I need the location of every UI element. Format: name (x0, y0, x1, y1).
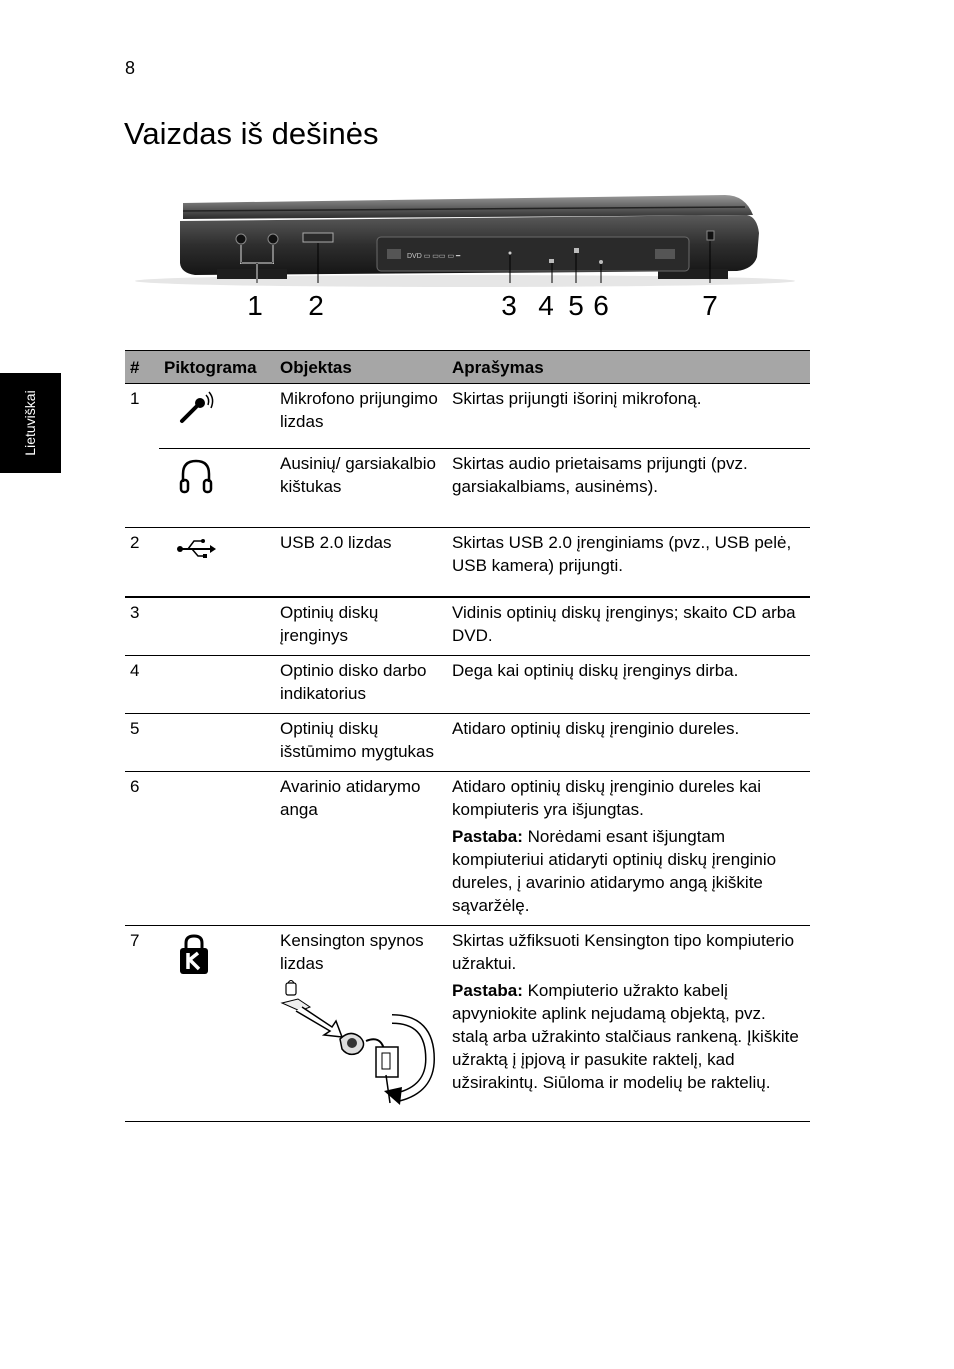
table-row (125, 384, 810, 449)
note (452, 979, 805, 1094)
row-number: 6 (125, 771, 159, 925)
kensington-lock-illustration (280, 979, 440, 1107)
description-text: Atidaro optinių diskų įrenginio dureles kai kompiuteris yra išjungtas. (452, 776, 762, 819)
row-description (447, 925, 810, 1121)
row-description (447, 771, 810, 925)
row-number: 2 (125, 528, 159, 597)
page-title: Vaizdas iš dešinės (124, 116, 379, 151)
row-icon (159, 655, 275, 713)
row-object: Optinių diskų įrenginys (275, 597, 447, 656)
table-row (125, 655, 810, 713)
header-description: Aprašymas (447, 351, 810, 384)
row-number: 3 (125, 597, 159, 656)
note-text: Norėdami esant išjungtam kompiuteriui atidaryti optinių diskų įrenginio dureles, į avarinio atidarymo angą įkiškite sąvaržėlę. (452, 826, 777, 915)
callout-4: 4 (538, 290, 554, 321)
note-label: Pastaba: (452, 980, 523, 1000)
page-number: 8 (125, 58, 136, 78)
row-icon (159, 713, 275, 771)
kensington-lock-icon (176, 933, 212, 977)
row-description: Atidaro optinių diskų įrenginio dureles. (447, 713, 810, 771)
row-description: Skirtas audio prietaisams prijungti (pvz. garsiakalbiams, ausinėms). (447, 449, 810, 528)
callout-7: 7 (702, 290, 718, 321)
header-number: # (125, 351, 159, 384)
description-text: Skirtas užfiksuoti Kensington tipo kompiuterio užraktui. (452, 930, 795, 973)
row-description: Dega kai optinių diskų įrenginys dirba. (447, 655, 810, 713)
row-number: 7 (125, 925, 159, 1121)
row-icon (159, 384, 275, 449)
row-icon (159, 771, 275, 925)
callout-1: 1 (247, 290, 263, 321)
row-description: Vidinis optinių diskų įrenginys; skaito CD arba DVD. (447, 597, 810, 656)
table-row (125, 528, 810, 597)
row-number: 5 (125, 713, 159, 771)
header-icon: Piktograma (159, 351, 275, 384)
headphones-icon (176, 456, 216, 496)
table-row (125, 597, 810, 656)
note-label: Pastaba: (452, 826, 523, 846)
row-object: USB 2.0 lizdas (275, 528, 447, 597)
microphone-icon (176, 391, 216, 427)
callout-3: 3 (501, 290, 517, 321)
row-object: Mikrofono prijungimo lizdas (275, 384, 447, 449)
row-object: Ausinių/ garsiakalbio kištukas (275, 449, 447, 528)
usb-icon (176, 535, 216, 561)
table-row (125, 449, 810, 528)
svg-text:DVD ▭ ▭▭ ▭ ━: DVD ▭ ▭▭ ▭ ━ (407, 253, 461, 260)
table-row (125, 925, 810, 1121)
table-row (125, 713, 810, 771)
callout-2: 2 (308, 290, 324, 321)
row-icon (159, 925, 275, 1121)
row-number: 1 (130, 389, 140, 408)
note (452, 825, 805, 917)
callout-5: 5 (568, 290, 584, 321)
ports-table (125, 350, 810, 1122)
row-icon (159, 597, 275, 656)
table-header-row (125, 351, 810, 384)
row-number: 4 (125, 655, 159, 713)
language-side-tab (0, 373, 61, 473)
row-icon (159, 528, 275, 597)
row-object: Optinių diskų išstūmimo mygtukas (275, 713, 447, 771)
row-object: Avarinio atidarymo anga (275, 771, 447, 925)
row-icon (159, 449, 275, 528)
row-number (125, 449, 159, 528)
callout-6: 6 (593, 290, 609, 321)
row-description: Skirtas USB 2.0 įrenginiams (pvz., USB pelė, USB kamera) prijungti. (447, 528, 810, 597)
header-object: Objektas (275, 351, 447, 384)
laptop-right-side-illustration (125, 185, 810, 325)
row-object (275, 925, 447, 1121)
row-description: Skirtas prijungti išorinį mikrofoną. (447, 384, 810, 449)
row-object: Optinio disko darbo indikatorius (275, 655, 447, 713)
table-row (125, 771, 810, 925)
object-text: Kensington spynos lizdas (280, 930, 424, 973)
note-text: Kompiuterio užrakto kabelį apvyniokite aplink nejudamą objektą, pvz. stalą arba užrakinto stalčiaus rankeną. Įkiškite užraktą į įpjovą ir pasukite raktelį, kad užsirakintų. Siūloma ir modelių be raktelių. (452, 980, 799, 1092)
side-tab-label: Lietuviškai (22, 390, 38, 456)
